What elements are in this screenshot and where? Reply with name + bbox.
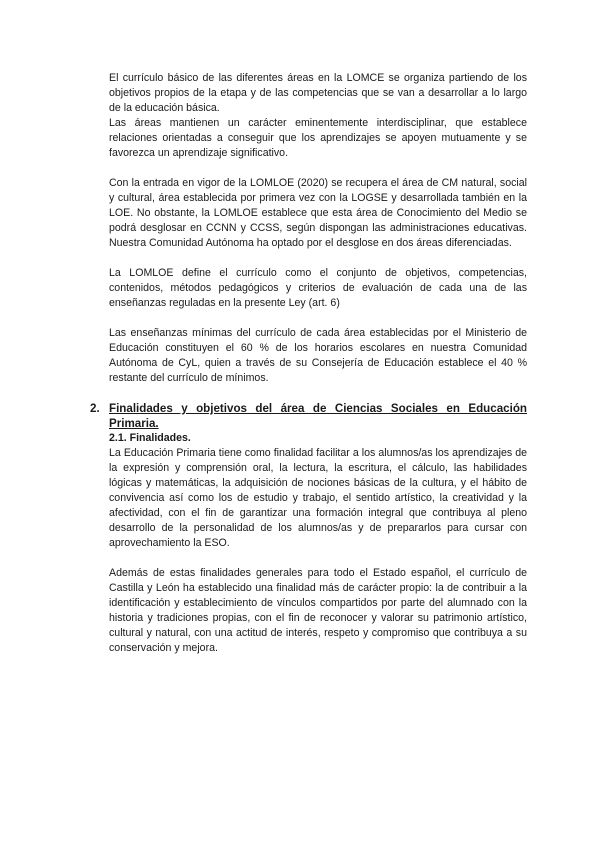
paragraph-interdisciplinary-areas: Las áreas mantienen un carácter eminentemente interdisciplinar, que establece relaciones orientadas a conseguir que los aprendizajes se apoyen mutuamente y se favorezca un aprendizaje significativo. <box>109 117 527 159</box>
paragraph-spacer <box>109 551 527 566</box>
paragraph-spacer <box>109 386 527 401</box>
paragraph-lomce-curriculum: El currículo básico de las diferentes áreas en la LOMCE se organiza partiendo de los objetivos propios de la etapa y de las competencias que se van a desarrollar a lo largo de la educación básica. <box>109 72 527 114</box>
paragraph-castilla-leon-purpose: Además de estas finalidades generales para todo el Estado español, el currículo de Castilla y León ha establecido una finalidad más de carácter propio: la de contribuir a la identificación y establecimiento de vínculos compartidos por parte del alumnado con la historia y tradiciones propias, con el fin de reconocer y valorar su patrimonio artístico, cultural y natural, con una actitud de interés, respeto y compromiso que contribuya a su conservación y mejora. <box>109 567 527 654</box>
document-body <box>90 71 527 656</box>
paragraph-minimum-teachings: Las enseñanzas mínimas del currículo de cada área establecidas por el Ministerio de Educación constituyen el 60 % de los horarios escolares en nuestra Comunidad Autónoma de CyL, quien a través de su Consejería de Educación establece el 40 % restante del currículo de mínimos. <box>109 327 527 384</box>
paragraph-lomloe-cm-area: Con la entrada en vigor de la LOMLOE (2020) se recupera el área de CM natural, social y cultural, área establecida por primera vez con la LOGSE y desarrollada también en la LOE. No obstante, la LOMLOE establece que esta área de Conocimiento del Medio se podrá desglosar en CCNN y CCSS, según dispongan las administraciones educativas. Nuestra Comunidad Autónoma ha optado por el desglose en dos áreas diferenciadas. <box>109 177 527 249</box>
section-heading <box>90 401 527 431</box>
paragraph-spacer <box>109 251 527 266</box>
subsection-title: 2.1. Finalidades. <box>109 432 191 444</box>
paragraph-spacer <box>109 311 527 326</box>
section-title: Finalidades y objetivos del área de Ciencias Sociales en Educación Primaria. <box>109 402 527 430</box>
section-number: 2. <box>90 402 100 415</box>
paragraph-curriculum-definition: La LOMLOE define el currículo como el conjunto de objetivos, competencias, contenidos, métodos pedagógicos y criterios de evaluación de cada una de las enseñanzas reguladas en la presente Ley (art. 6) <box>109 267 527 309</box>
paragraph-spacer <box>109 161 527 176</box>
paragraph-primary-education-purpose: La Educación Primaria tiene como finalidad facilitar a los alumnos/as los aprendizajes de la expresión y comprensión oral, la lectura, la escritura, el cálculo, las habilidades lógicas y matemáticas, la adquisición de nociones básicas de la cultura, y el hábito de convivencia así como los de estudio y trabajo, el sentido artístico, la creatividad y la afectividad, con el fin de garantizar una formación integral que contribuya al pleno desarrollo de la personalidad de los alumnos/as y de prepararlos para cursar con aprovechamiento la ESO. <box>109 447 527 549</box>
